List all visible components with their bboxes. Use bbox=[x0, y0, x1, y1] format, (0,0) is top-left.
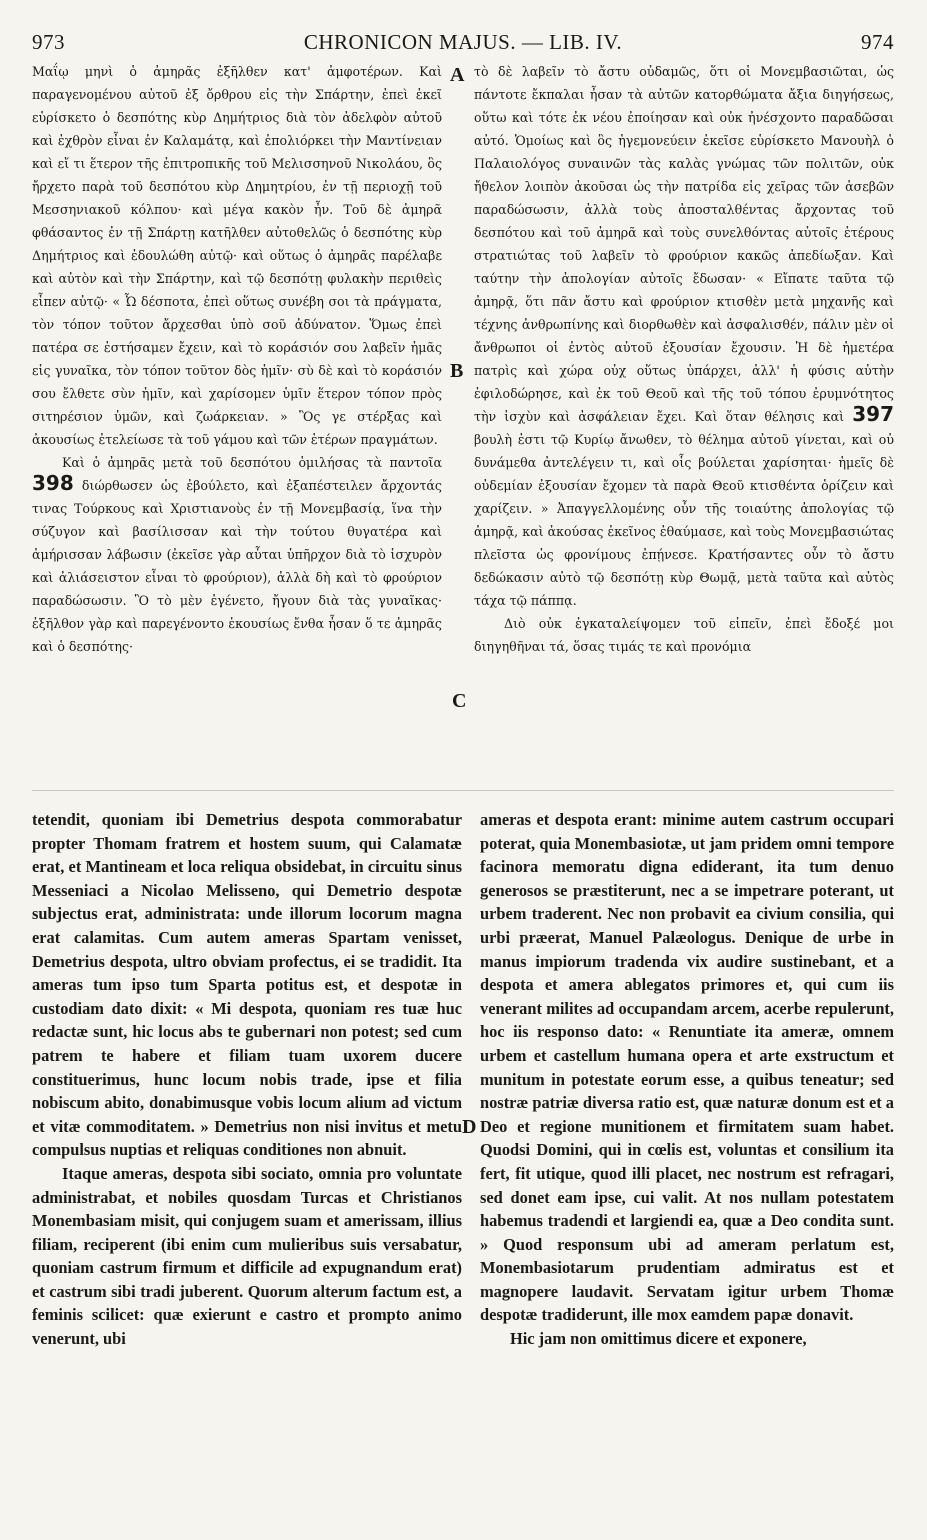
page-ref-number: 398 bbox=[32, 471, 74, 495]
section-divider bbox=[32, 790, 894, 791]
latin-paragraph: ameras et despota erant: minime autem castrum occupari poterat, quia Monembasiotæ, ut jam pridem omni tempore facinora memoratu digna ediderant, ita tum denuo generosos se præstiterunt, nec a se impetrare poterant, ut urbem traderent. Nec non probavit ea civium consilia, qui urbi præerat, Manuel Palæologus. Denique de urbe in manus impiorum tradenda vix audire sustinebant, et a despota et amera ablegatos primores et, qui cum iis venerant milites ad occupandam arcem, acerbe repulerunt, hoc iis responso dato: « Renuntiate ita ameræ, omnem urbem et castellum humana opera et arte exstructum et munitum in potestate eorum esse, a quibus teneatur; sed nostræ patriæ diversa ratio est, quæ naturæ donum est et a Deo et regione munitionem et firmitatem suam habet. Quodsi Domini, qui in cœlis est, voluntas et consilium ita fert, fit utique, quod illi placet, nec nostrum est refragari, sed donet eam ipse, cui valit. At nos nullam potestatem habemus tradendi et largiendi ea, quæ a Deo condita sunt. » Quod responsum ubi ad ameram perlatum est, Monembasiotarum prudentiam admiratus est et magnopere laudavit. Servatam igitur urbem Thomæ despotæ tradiderunt, ille mox eamdem papæ donavit. bbox=[480, 810, 894, 1325]
latin-column-right bbox=[480, 808, 894, 1351]
greek-column-right bbox=[474, 60, 894, 658]
latin-paragraph: Itaque ameras, despota sibi sociato, omnia pro voluntate administrabat, et nobiles quosdam Turcas et Christianos Monembasiam misit, qui conjugem suam et amerissam, illius filiam, reciperent (ibi enim cum mulieribus suis versabatur, quoniam castrum firmum et difficile ad expugnandum erat) et castrum sibi tradi juberent. Quorum alterum factum est, a feminis scilicet: quæ exierunt e castro et prompto animo venerunt, ubi bbox=[32, 1163, 462, 1349]
greek-paragraph bbox=[32, 451, 442, 658]
greek-paragraph: Μαΐῳ μηνὶ ὁ ἀμηρᾶς ἐξῆλθεν κατ' ἀμφοτέρων. Καὶ παραγενομένου αὐτοῦ ἐξ ὄρθρου εἰς τὴν Σπάρτην, ἐπεὶ ἐκεῖ εὑρίσκετο ὁ δεσπότης κὺρ Δημήτριος διὰ τὸν ἀδελφὸν αὐτοῦ καὶ ἐχθρὸν εἶναι ἐν Καλαμάτᾳ, καὶ ἐπολιόρκει τὴν Μαντίνειαν καὶ εἴ τι ἕτερον τῆς ἐπιτροπικῆς τοῦ Μελισσηνοῦ Νικολάου, ὃς ἤρχετο παρὰ τοῦ δεσπότου κὺρ Δημητρίου, ἐν τῇ περιοχῇ τοῦ Μεσσηνιακοῦ κόλπου· καὶ μέγα κακὸν ἦν. Τοῦ δὲ ἀμηρᾶ φθάσαντος ἐν τῇ Σπάρτῃ κατῆλθεν αὐτοθελῶς ὁ δεσπότης κὺρ Δημήτριος καὶ ἐδουλώθη αὐτῷ· καὶ οὕτως ὁ ἀμηρᾶς παρέλαβε καὶ αὐτὸν καὶ τὴν Σπάρτην, καὶ τῷ δεσπότῃ φυλακὴν περιθεὶς εἶπεν αὐτῷ· « Ὦ δέσποτα, ἐπεὶ οὕτως συνέβη σοι τὰ πράγματα, τὸν τόπον τοῦτον ἄρχεσθαι ὑπὸ σοῦ ἀδύνατον. Ὅμως ἐπεὶ πατέρα σε ἐστήσαμεν ἔχειν, καὶ τὸ κοράσιόν σου λαβεῖν ἡμᾶς εἰς γυναῖκα, τὸν τόπον τοῦτον δὸς ἡμῖν· σὺ δὲ καὶ τὸ κοράσιόν σου ἔλθετε σὺν ἡμῖν, καὶ χαρίσομεν ὑμῖν ἕτερον τόπον πρὸς σιτηρέσιον ὑμῶν, καὶ ζωάρκειαν. » Ὃς γε στέρξας καὶ ἀκουσίως ἐτελείωσε τὰ τοῦ γάμου καὶ τῶν ἑτέρων πραγμάτων. bbox=[32, 64, 442, 447]
greek-paragraph bbox=[474, 60, 894, 612]
margin-letter-d: D bbox=[462, 1116, 477, 1138]
greek-text: βουλὴ ἐστι τῷ Κυρίῳ ἄνωθεν, τὸ θέλημα αὐτοῦ γίνεται, καὶ οὐ δυνάμεθα ἀντελέγειν τι, καὶ οἷς βούλεται χαρίσηται· ἡμεῖς δὲ οὐδεμίαν ἐξουσίαν ἔχομεν τὰ παρὰ Θεοῦ κτισθέντα ὁρίζειν καὶ χαρίζειν. » Ἀπαγγελλομένης οὖν τῆς τοιαύτης ἀπολογίας τῷ ἀμηρᾷ, καὶ ἀκούσας ἐκεῖνος ἐθαύμασε, καὶ τοὺς Μονεμβασιώτας πλεῖστα ὡς φρονίμους ἐπῄνεσε. Κρατήσαντες οὖν τὸ ἄστυ δεδώκασιν αὐτὸ τῷ δεσπότῃ κὺρ Θωμᾷ, μετὰ ταῦτα καὶ αὐτὸς τάχα τῷ πάππᾳ. bbox=[474, 432, 894, 608]
latin-column-left bbox=[32, 808, 462, 1351]
page-number-left: 973 bbox=[32, 30, 65, 54]
greek-column-left bbox=[32, 60, 442, 658]
greek-text: Καὶ ὁ ἀμηρᾶς μετὰ τοῦ δεσπότου ὁμιλήσας τὰ παντοῖα bbox=[62, 455, 442, 470]
page-ref-number: 397 bbox=[852, 402, 894, 426]
greek-text: διώρθωσεν ὡς ἐβούλετο, καὶ ἐξαπέστειλεν ἄρχοντάς τινας Τούρκους καὶ Χριστιανοὺς ἐν τῇ Μονεμβασίᾳ, ἵνα τὴν σύζυγον καὶ βασίλισσαν καὶ τὴν τούτου θυγατέρα καὶ ἀμήρισσαν λάβωσιν (ἐκεῖσε γὰρ αὗται ὑπῆρχον διὰ τὸ ἰσχυρὸν καὶ ἀλιάσειστον εἶναι τὸ φρούριον), ἀλλὰ δὴ καὶ τὸ φρούριον παραδώσωσιν. Ὃ τὸ μὲν ἐγένετο, ἤγουν διὰ τὰς γυναῖκας· ἐξῆλθον γὰρ καὶ παρεγένοντο ἑκουσίως ἔνθα ἦσαν ὅ τε ἀμηρᾶς καὶ ὁ δεσπότης· bbox=[32, 478, 442, 654]
greek-text: τὸ δὲ λαβεῖν τὸ ἄστυ οὐδαμῶς, ὅτι οἱ Μονεμβασιῶται, ὡς πάντοτε ἔκπαλαι ἦσαν τὰ αὐτῶν κατορθώματα ἄξια διηγήσεως, οὕτω καὶ τότε ἐκ νέου ἐποίησαν καὶ οὐκ ἠνέσχοντο παραδῶσαι αὐτό. Ὁμοίως καὶ ὃς ἡγεμονεύειν ἐκεῖσε εὑρίσκετο Μανουὴλ ὁ Παλαιολόγος συναινῶν τὰς καλὰς γνώμας τῶν πολιτῶν, οὐκ ἤθελον λοιπὸν ἀκοῦσαι ὡς τὴν πατρίδα εἰς χεῖρας τῶν ἀσεβῶν παραδώσωσιν, ἀλλὰ τοὺς ἀποσταλθέντας ἄρχοντας τοῦ δεσπότου καὶ τοῦ ἀμηρᾶ καὶ τοὺς συνελθόντας αὐτοῖς ἑτέρους στρατιώτας τοῦ λαβεῖν τὸ φρούριον κακῶς ἀπεδίωξαν. Καὶ ταύτην τὴν ἀπολογίαν αὐτοῖς ἔδωσαν· « Εἴπατε ταῦτα τῷ ἀμηρᾷ, ὅτι πᾶν ἄστυ καὶ φρούριον κτισθὲν μετὰ μηχανῆς καὶ τέχνης ἀνθρωπίνης καὶ διορθωθὲν καὶ ἀσφαλισθέν, πάλιν μὲν οἱ ἄνθρωποι οἱ ἐντὸς αὐτοῦ ἐξουσίαν ἔχουσιν. Ἡ δὲ ἡμετέρα πατρὶς καὶ χώρα οὐχ οὕτως ὑπάρχει, ἀλλ' ἡ φύσις αὐτὴν ἐφιλοδώρησε, καὶ ἐκ τοῦ Θεοῦ καὶ τῆς τοῦ τόπου ἐρυμνότητος τὴν ἰσχὺν καὶ ἀσφάλειαν ἔχει. Καὶ ὅταν θέλησις καὶ bbox=[474, 64, 894, 424]
running-title: CHRONICON MAJUS. — LIB. IV. bbox=[303, 30, 623, 54]
margin-letter-b: B bbox=[450, 360, 464, 382]
margin-letter-c: C bbox=[452, 690, 467, 712]
page-number-right: 974 bbox=[861, 30, 894, 54]
margin-letter-a: A bbox=[450, 64, 465, 86]
latin-paragraph: Hic jam non omittimus dicere et exponere, bbox=[510, 1329, 807, 1349]
greek-paragraph: Διὸ οὐκ ἐγκαταλείψομεν τοῦ εἰπεῖν, ἐπεὶ ἔδοξέ μοι διηγηθῆναι τά, ὅσας τιμάς τε καὶ προνόμια bbox=[474, 616, 894, 654]
running-header bbox=[32, 30, 894, 58]
latin-paragraph: tetendit, quoniam ibi Demetrius despota commorabatur propter Thomam fratrem et hostem suum, qui Calamatæ erat, et Mantineam et loca reliqua obsidebat, in circuitu sinus Messeniaci a Nicolao Melisseno, qui Demetrio despotæ subjectus erat, administrata: unde illorum locorum magna erat calamitas. Cum autem ameras Spartam venisset, Demetrius despota, ultro obviam profectus, ei se tradidit. Ita ameras tum ipso tum Sparta potitus est, et despotæ in custodiam dato dixit: « Mi despota, quoniam res tuæ huc redactæ sunt, hic locus abs te gubernari non potest; sed cum patrem te habere et filiam tuam uxorem ducere constituerimus, hunc locum nobis trade, ipse et filia nobiscum abito, donabimusque vobis locum alium ad victum et vitæ commoditatem. » Demetrius non nisi invitus et metu compulsus nuptias et reliquas conditiones non abnuit. bbox=[32, 810, 462, 1160]
